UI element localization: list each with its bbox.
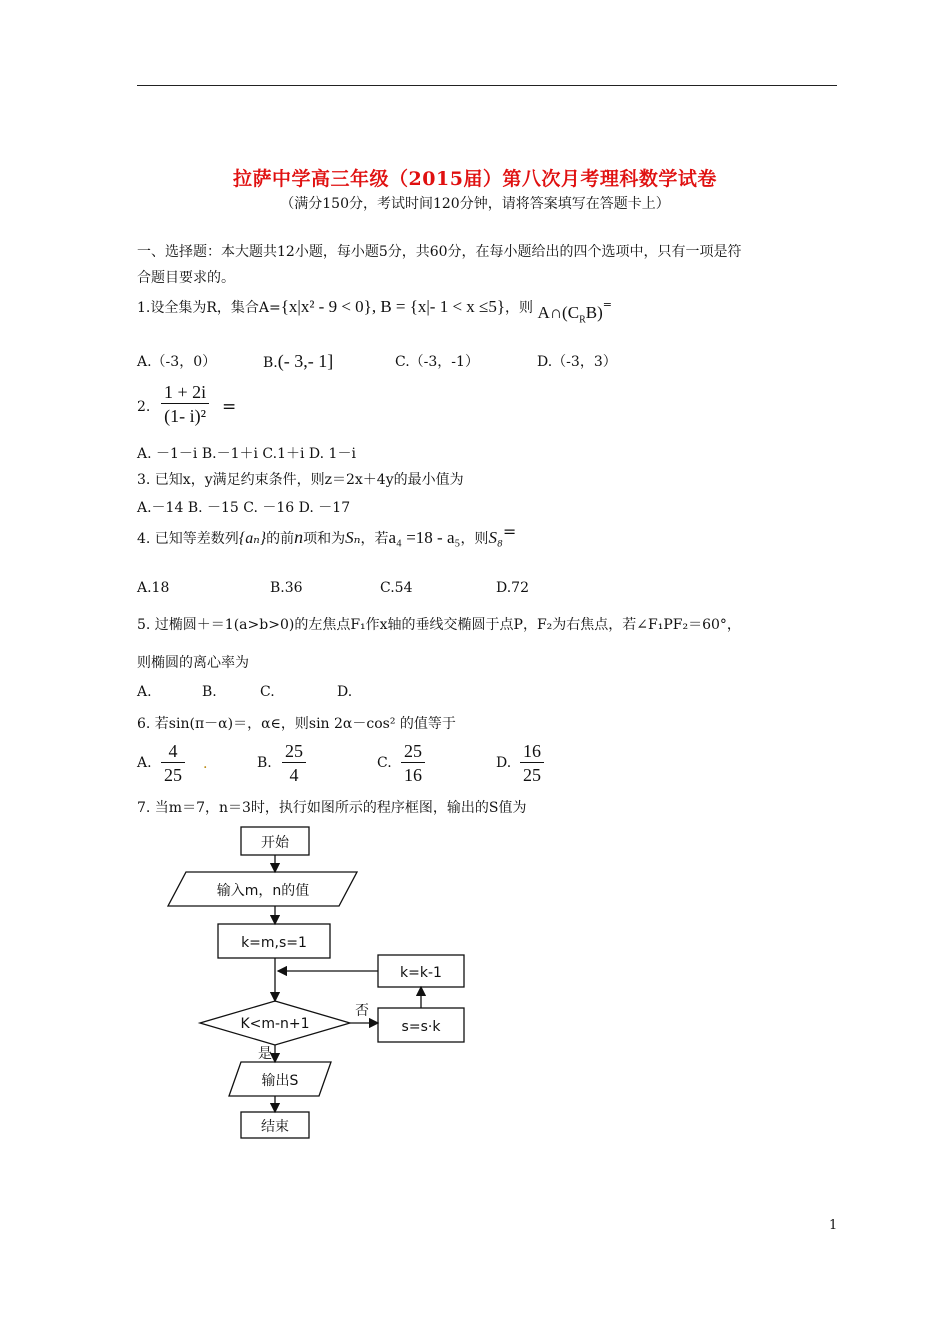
q5-option-b: B. (202, 684, 217, 700)
q2-number: 2. (137, 399, 151, 415)
q1-option-b: B.(- 3,- 1] (263, 351, 334, 371)
q4-sequence: {aₙ} (238, 530, 267, 547)
q4-option-d: D.72 (496, 580, 529, 596)
question-4: 4. 已知等差数列{aₙ}的前n项和为Sₙ，若a₄ =18 - a₅，则S₈= (137, 522, 517, 547)
flow-end-label: 结束 (261, 1119, 289, 1135)
q5-option-a: A. (137, 684, 152, 700)
exam-subtitle: （满分150分，考试时间120分钟，请将答案填写在答题卡上） (280, 196, 670, 212)
q2-options: A. －1－i B.－1＋i C.1＋i D. 1－i (137, 446, 356, 462)
q4-option-b: B.36 (270, 580, 303, 596)
question-3: 3. 已知x，y满足约束条件，则z＝2x＋4y的最小值为 (137, 472, 464, 488)
flow-start-label: 开始 (261, 835, 289, 851)
flow-output-label: 输出S (261, 1073, 299, 1089)
q3-options: A.－14 B. －15 C. －16 D. －17 (137, 500, 351, 516)
q4-condition: a₄ =18 - a₅ (388, 528, 461, 547)
flow-update-label: k=k-1 (400, 965, 442, 981)
q1-expression: $A\cap(C_RB)$ (537, 303, 603, 326)
q6-label-b: B. (257, 755, 272, 771)
q1-mid: ，则 (505, 300, 534, 316)
flow-decision-label: K<m-n+1 (240, 1016, 310, 1032)
q5-option-d: D. (337, 684, 353, 700)
exam-title: 拉萨中学高三年级（2015届）第八次月考理科数学试卷 (233, 168, 717, 190)
q1-sets: {x|x² - 9 < 0}, B = {x|- 1 < x ≤5} (280, 297, 506, 316)
q6-label-a: A. (137, 755, 152, 771)
page-number: 1 (829, 1218, 838, 1233)
question-7: 7. 当m＝7，n＝3时，执行如图所示的程序框图，输出的S值为 (137, 800, 527, 816)
q6-stray-dot: . (203, 756, 208, 772)
q4-s8: S₈ (488, 528, 503, 547)
q6-fraction-d: $\frac{16}{25}$ (520, 740, 544, 787)
flow-init-label: k=m,s=1 (241, 935, 307, 951)
flow-yes-label: 是 (258, 1046, 272, 1062)
q6-label-d: D. (496, 755, 512, 771)
q1-prefix: 1.设全集为R，集合A= (137, 300, 281, 316)
q1-equals: = (602, 298, 612, 311)
q4-option-c: C.54 (380, 580, 413, 596)
question-5-line2: 则椭圆的离心率为 (137, 655, 249, 671)
q1-option-d: D.（-3，3） (537, 354, 617, 370)
question-5-line1: 5. 过椭圆＋＝1(a>b>0)的左焦点F₁作x轴的垂线交椭圆于点P，F₂为右焦点，若∠F₁PF₂＝60°， (137, 617, 741, 633)
q1-option-a: A.（-3，0） (137, 354, 217, 370)
q2-fraction: $\frac{1 + 2i}{\text{(1- i)²}}$ (161, 381, 209, 428)
q6-label-c: C. (377, 755, 392, 771)
q4-sn: Sₙ (345, 528, 361, 547)
q6-fraction-a: $\frac{4}{25}$ (161, 740, 185, 787)
q6-fraction-b: $\frac{25}{4}$ (282, 740, 306, 787)
q2-equals: = (222, 397, 237, 417)
flow-no-label: 否 (355, 1003, 369, 1019)
flow-process-label: s=s·k (401, 1019, 441, 1035)
section-intro-line1: 一、选择题：本大题共12小题，每小题5分，共60分，在每小题给出的四个选项中，只有一项是符 (137, 244, 742, 260)
q6-fraction-c: $\frac{25}{16}$ (401, 740, 425, 787)
question-6: 6. 若sin(π－α)＝，α∈，则sin 2α－cos² 的值等于 (137, 716, 456, 732)
q4-option-a: A.18 (137, 580, 170, 596)
q5-option-c: C. (260, 684, 275, 700)
section-intro-line2: 合题目要求的。 (137, 270, 235, 286)
flow-input-label: 输入m，n的值 (216, 883, 310, 899)
q1-option-c: C.（-3，-1） (395, 354, 479, 370)
